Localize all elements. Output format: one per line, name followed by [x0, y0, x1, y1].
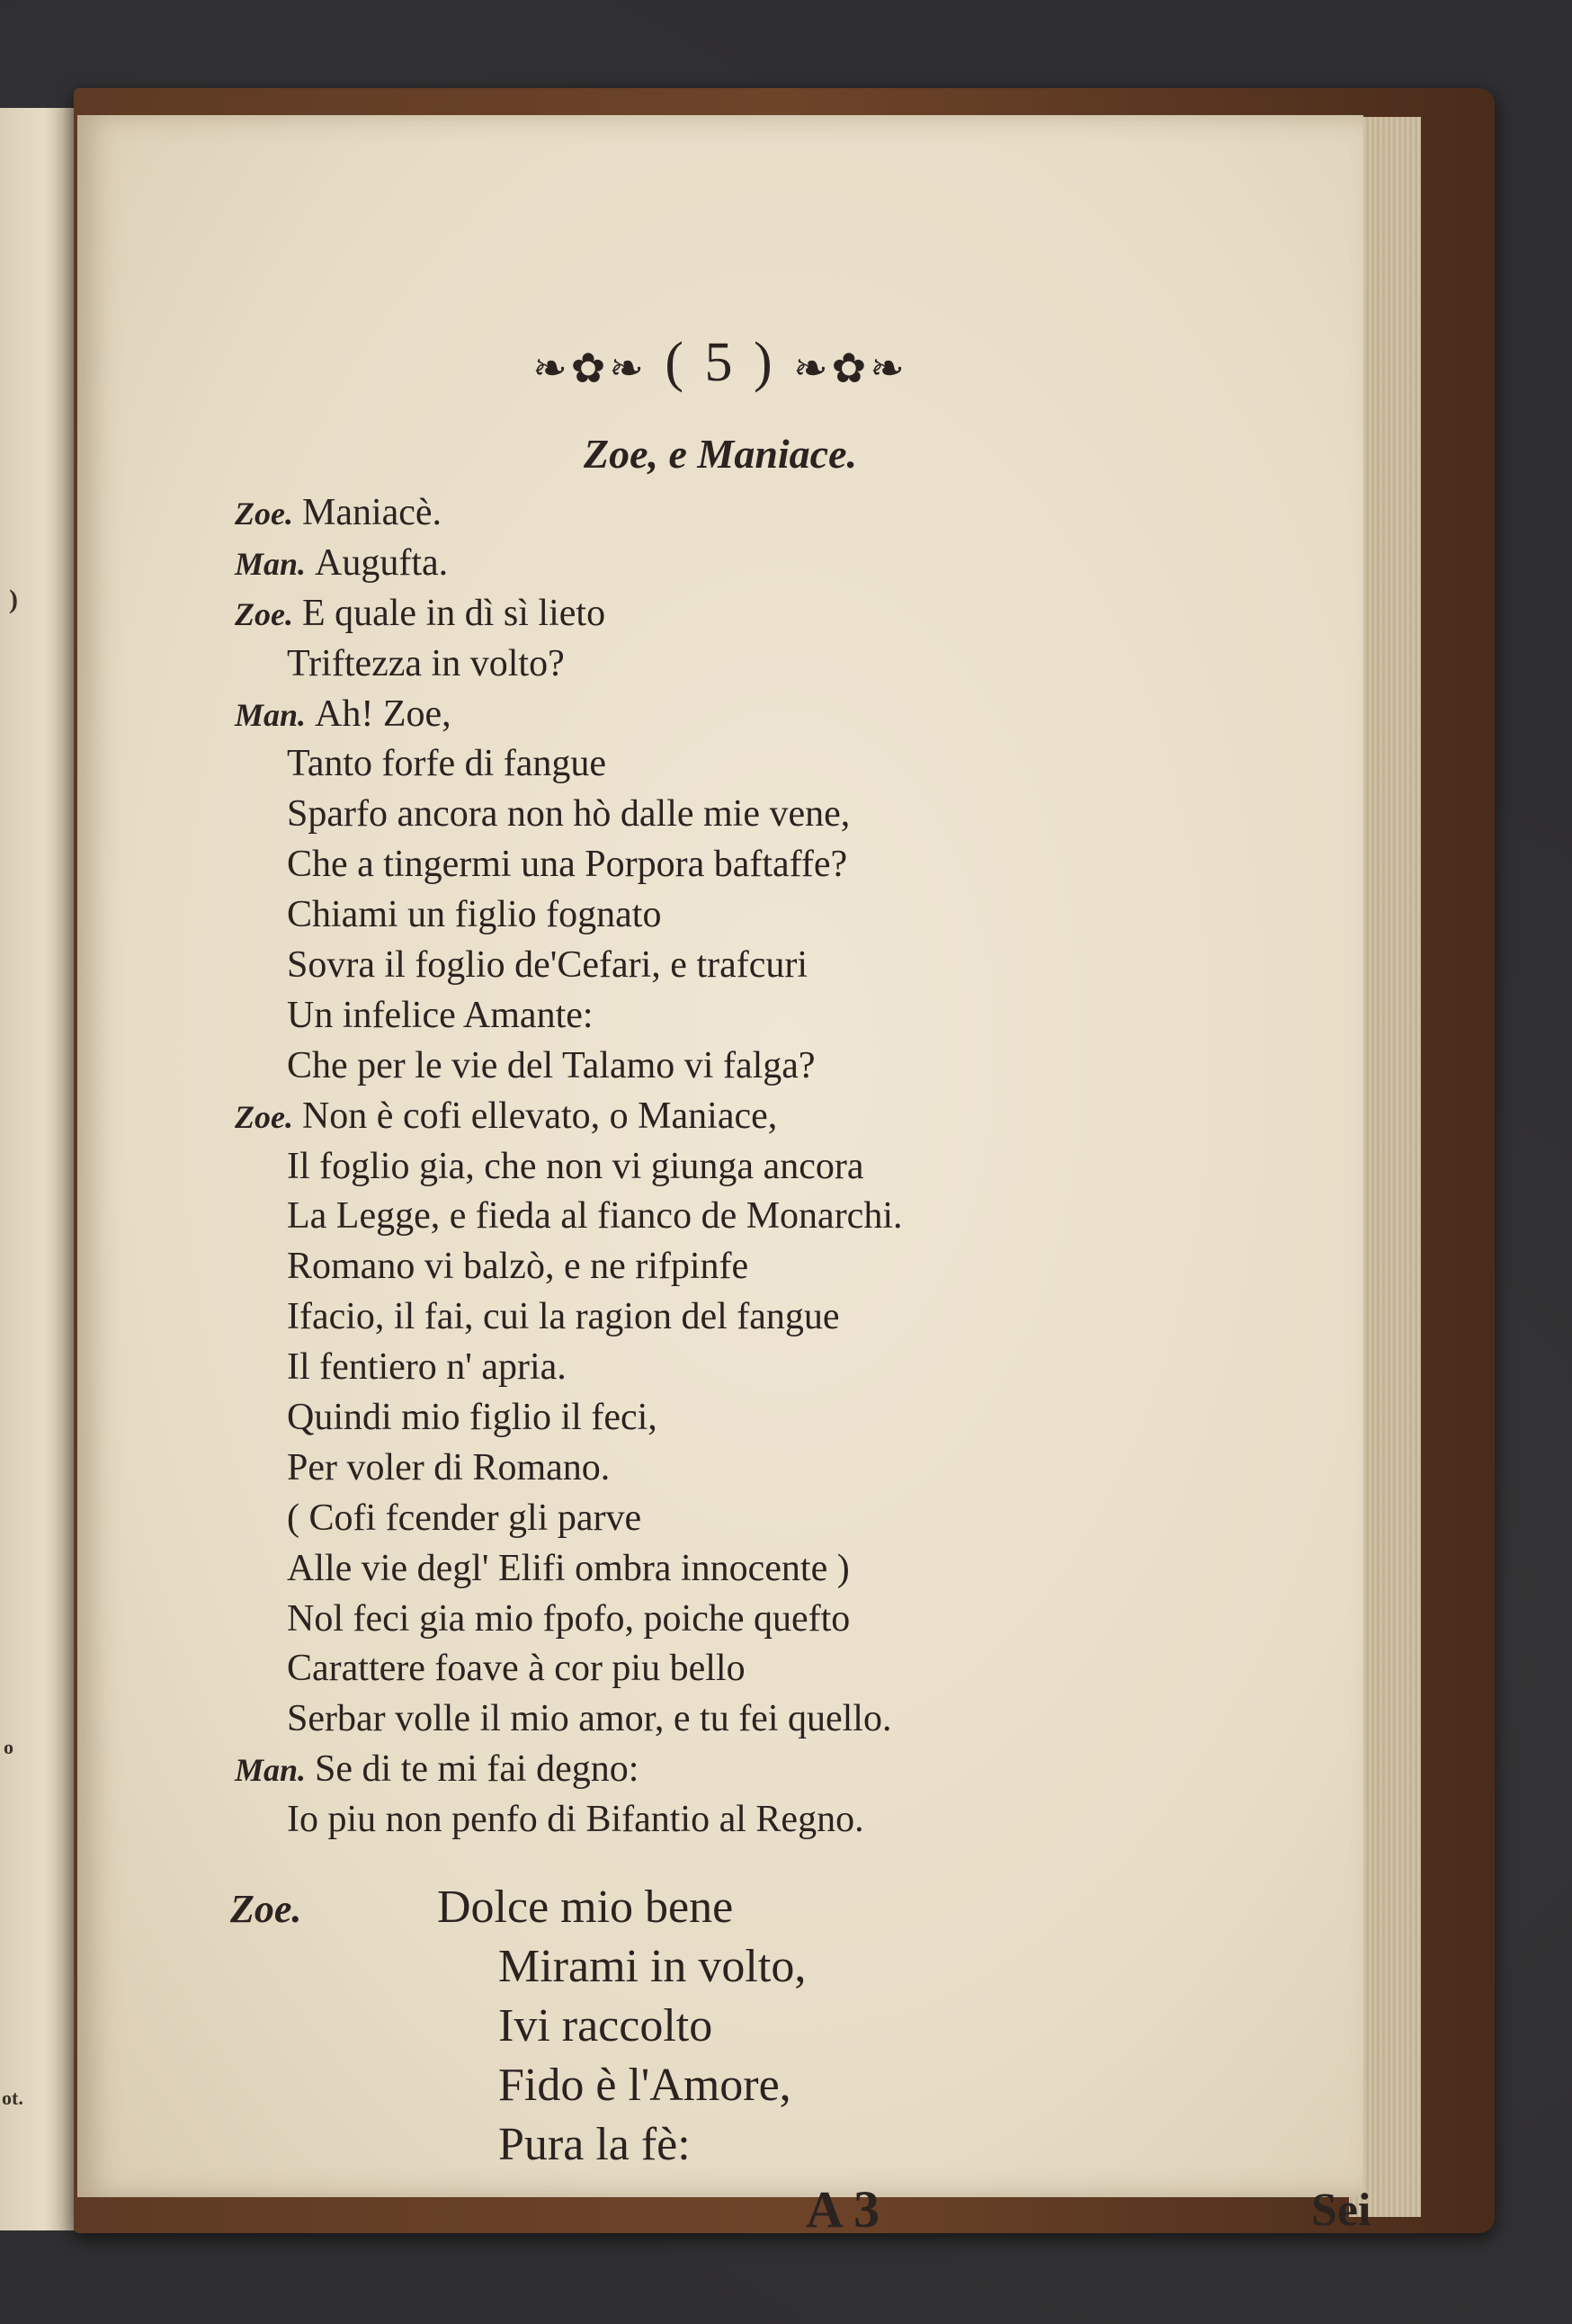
dialogue-line: [235, 1544, 1260, 1595]
dialogue-line: [235, 1494, 1260, 1544]
dialogue-line: [235, 1192, 1260, 1242]
line-text: Ah! Zoe,: [315, 693, 451, 735]
aria-line-text: Dolce mio bene: [437, 1882, 734, 1933]
line-text: Io piu non penfo di Bifantio al Regno.: [287, 1799, 864, 1841]
dialogue-line: [235, 1444, 1260, 1494]
line-text: Che per le vie del Talamo vi falga?: [287, 1044, 816, 1086]
book-page: [77, 115, 1371, 2239]
dialogue-line: [235, 1292, 1260, 1343]
dialogue-line: [235, 739, 1260, 790]
line-text: Non è cofi ellevato, o Maniace,: [301, 1095, 778, 1137]
aria-block: [230, 1878, 1255, 2175]
dialogue-line: [235, 1041, 1260, 1092]
dialogue-line: [235, 1092, 1260, 1142]
left-facing-page-edge: [0, 108, 76, 2230]
dialogue-line: [235, 488, 1260, 539]
line-text: La Legge, e fieda al fianco de Monarchi.: [287, 1195, 903, 1238]
line-text: Un infelice Amante:: [287, 994, 594, 1036]
speaker-label: Zoe.: [235, 496, 293, 532]
scene-title: Zoe, e Maniace.: [583, 431, 858, 477]
line-text: Chiami un figlio fognato: [287, 894, 662, 936]
aria-line: [230, 1878, 1255, 1937]
dialogue-line: [235, 1242, 1260, 1292]
aria-speaker-label: Zoe.: [230, 1887, 302, 1931]
speaker-label: Zoe.: [235, 1098, 293, 1135]
aria-line: Mirami in volto,: [498, 1941, 807, 1992]
dialogue-line: [235, 1745, 1260, 1795]
dialogue-line: [235, 991, 1260, 1041]
line-text: Tanto forfe di fangue: [287, 743, 607, 785]
dialogue-block: [235, 488, 1260, 1846]
speaker-label: Man.: [235, 1752, 307, 1789]
line-text: Quindi mio figlio il feci,: [287, 1397, 657, 1439]
dialogue-line: [235, 1393, 1260, 1444]
line-text: Romano vi balzò, e ne rifpinfe: [287, 1246, 749, 1288]
line-text: Augufta.: [315, 541, 449, 584]
left-page-fragment: ): [9, 585, 18, 614]
line-text: Se di te mi fai degno:: [315, 1748, 639, 1791]
speaker-label: Zoe.: [235, 595, 293, 632]
dialogue-line: [235, 840, 1260, 890]
ornament-right-icon: ❧✿❧: [793, 344, 908, 391]
line-text: Carattere foave à cor piu bello: [287, 1648, 746, 1690]
line-text: Sparfo ancora non hò dalle mie vene,: [287, 793, 851, 836]
line-text: Maniacè.: [301, 492, 442, 533]
line-text: Il fentiero n' apria.: [287, 1346, 567, 1389]
line-text: Triftezza in volto?: [287, 642, 565, 684]
aria-line: Fido è l'Amore,: [498, 2060, 791, 2111]
dialogue-line: [235, 539, 1260, 589]
speaker-label: Man.: [235, 545, 307, 582]
line-text: Sovra il foglio de'Cefari, e trafcuri: [287, 944, 808, 987]
ornament-left-icon: ❧✿❧: [532, 344, 648, 391]
line-text: Nol feci gia mio fpofo, poiche quefto: [287, 1597, 851, 1640]
dialogue-line: [235, 941, 1260, 991]
aria-line: Pura la fè:: [498, 2119, 691, 2170]
page-number: ( 5 ): [665, 332, 776, 393]
dialogue-line: [235, 690, 1260, 740]
dialogue-line: [235, 1595, 1260, 1645]
line-text: ( Cofi fcender gli parve: [287, 1497, 642, 1539]
left-page-fragment: o: [4, 1736, 13, 1758]
line-text: Ifacio, il fai, cui la ragion del fangue: [287, 1296, 840, 1338]
speaker-label: Man.: [235, 696, 307, 733]
dialogue-line: [235, 790, 1260, 840]
line-text: Alle vie degl' Elifi ombra innocente ): [287, 1547, 850, 1589]
signature-mark: A 3: [806, 2180, 880, 2239]
left-page-fragment: ot.: [2, 2087, 23, 2109]
dialogue-line: [235, 639, 1260, 690]
catchword: Sei: [1311, 2185, 1371, 2236]
page-header: [77, 331, 1363, 395]
dialogue-line: [235, 890, 1260, 941]
line-text: Per voler di Romano.: [287, 1446, 611, 1488]
line-text: E quale in dì sì lieto: [301, 592, 606, 634]
dialogue-line: [235, 1694, 1260, 1745]
line-text: Il foglio gia, che non vi giunga ancora: [287, 1145, 864, 1187]
dialogue-line: [235, 1795, 1260, 1846]
aria-line: Ivi raccolto: [498, 2000, 713, 2051]
dialogue-line: [235, 1142, 1260, 1193]
dialogue-line: [235, 1343, 1260, 1393]
dialogue-line: [235, 589, 1260, 639]
line-text: Serbar volle il mio amor, e tu fei quello.: [287, 1698, 892, 1740]
line-text: Che a tingermi una Porpora baftaffe?: [287, 844, 848, 886]
dialogue-line: [235, 1644, 1260, 1694]
